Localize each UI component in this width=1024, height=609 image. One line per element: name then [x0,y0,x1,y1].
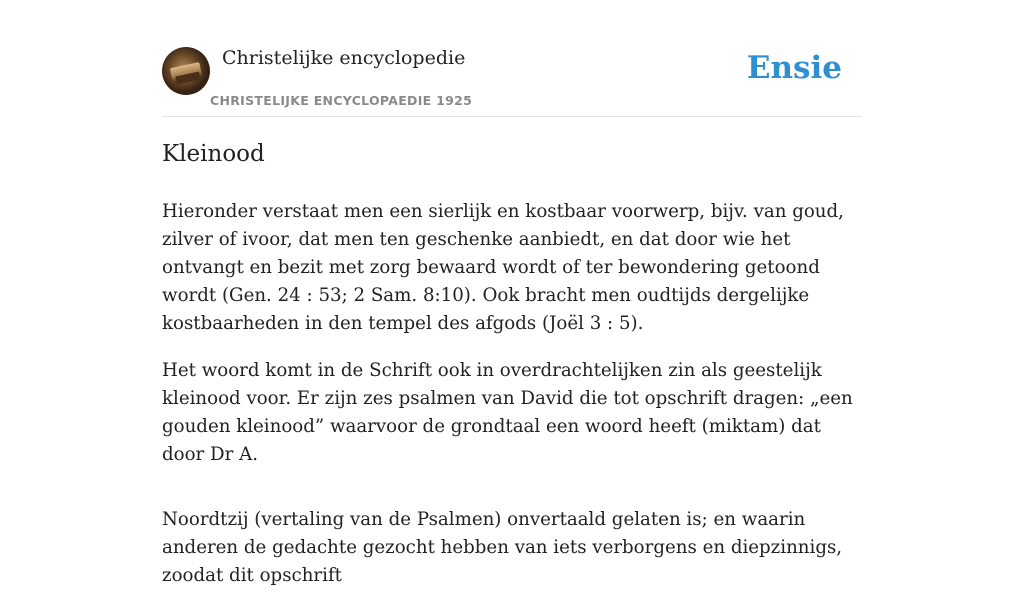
publication-subtitle[interactable]: CHRISTELIJKE ENCYCLOPAEDIE 1925 [210,93,473,108]
publication-avatar[interactable] [162,47,210,95]
paragraph-spacer [162,488,862,506]
article-title: Kleinood [162,141,265,167]
ensie-logo[interactable]: Ensie [746,50,842,86]
article [162,136,862,609]
article-paragraph-1: Hieronder verstaat men een sierlijk en kostbaar voorwerp, bijv. van goud, zilver of ivoor, dat men ten geschenke aanbiedt, en dat door wie het ontvangt en bezit met zorg bewaard wordt of ter bewondering getoond wordt (Gen. 24 : 53; 2 Sam. 8:10). Ook bracht men oudtijds dergelijke kostbaarheden in den tempel des afgods (Joël 3 : 5). [162,201,844,334]
site-header [162,46,862,117]
publication-title[interactable]: Christelijke encyclopedie [222,47,466,69]
article-paragraph-2: Het woord komt in de Schrift ook in overdrachtelijken zin als geestelijk kleinood voor. Er zijn zes psalmen van David die tot opschrift dragen: „een gouden kleinood” waarvoor de grondtaal een woord heeft (miktam) dat door Dr A. [162,360,853,465]
article-paragraph-3: Noordtzij (vertaling van de Psalmen) onvertaald gelaten is; en waarin anderen de gedachte gezocht hebben van iets verborgens en diepzinnigs, zoodat dit opschrift [162,509,843,586]
